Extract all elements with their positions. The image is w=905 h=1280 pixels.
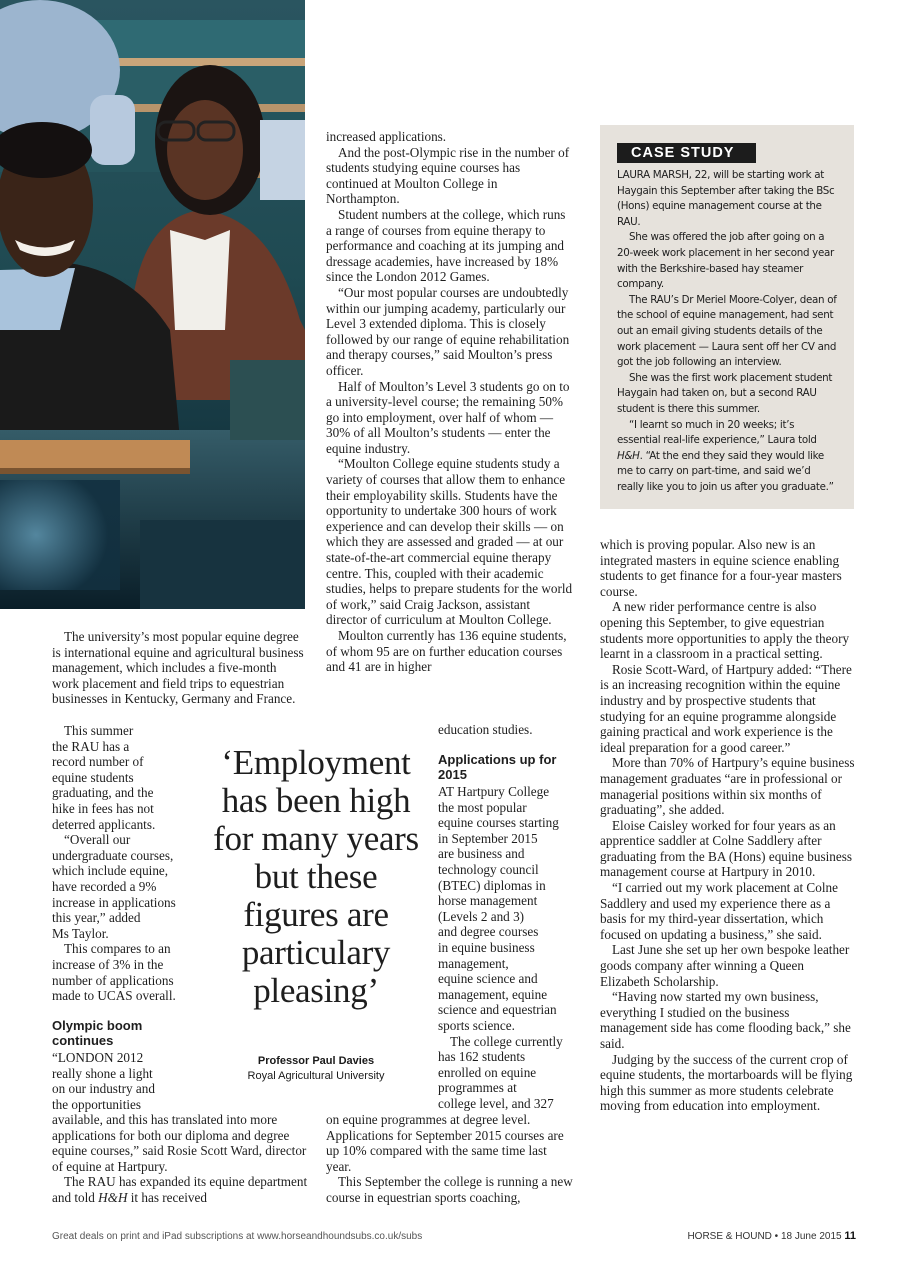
col2-paragraph-4: “Our most popular courses are undoubtedly within our jumping academy, particularly our Level 3 extended diploma. This is closely followed by our range of equine rehabilitation and therapy courses,” said Moulton’s press officer. — [326, 284, 570, 378]
footer-page-number: 11 — [844, 1230, 856, 1242]
case-paragraph-5: “I learnt so much in 20 weeks; it’s essential real-life experience,” Laura told H&H. “At the end they said they would like me to carry on part-time, and said we’d really like you to join us after you graduate.” — [617, 418, 834, 493]
column-1-top — [52, 629, 306, 707]
col3-paragraph-4: More than 70% of Hartpury’s equine business management graduates “are in professional or managerial positions within six months of graduating”, she added. — [600, 755, 855, 818]
col1-paragraph-3: “Overall our undergraduate courses, which include equine, have recorded a 9% increase in applications this year,” added Ms Taylor. — [52, 832, 176, 941]
heading-olympic-boom: Olympic boom continues — [52, 1018, 143, 1048]
footer-separator: • — [774, 1231, 781, 1242]
column-2-narrow — [438, 784, 583, 1111]
pull-quote-attribution-name: Professor Paul Davies — [257, 1055, 375, 1067]
students-illustration — [0, 0, 305, 609]
col3-paragraph-3: Rosie Scott-Ward, of Hartpury added: “There is an increasing recognition within the equine industry and by prospective students that studying for an equine programme alongside gaining practical and work experience is the ideal preparation for a good career.” — [600, 661, 852, 755]
students-photo — [0, 0, 305, 609]
col1-paragraph-6: The RAU has expanded its equine department and told H&H it has received — [52, 1174, 308, 1205]
col2-paragraph-2: And the post-Olympic rise in the number of students studying equine courses has continued at Moulton College in Northampton. — [326, 144, 570, 207]
case-study-box — [600, 125, 854, 509]
case-paragraph-1: LAURA MARSH, 22, will be starting work at Haygain this September after taking the BSc (Hons) equine management course at the RAU. — [617, 169, 835, 228]
footer-subscription-link[interactable]: Great deals on print and iPad subscriptions at www.horseandhoundsubs.co.uk/subs — [52, 1231, 423, 1242]
col2-paragraph-5: Half of Moulton’s Level 3 students go on to a university-level course; the remaining 50% go into employment, over half of whom — 30% of all Moulton’s students — enter the equine industry. — [326, 378, 570, 456]
col3-paragraph-1: which is proving popular. Also new is an integrated masters in equine science enabling students to get finance for a four-year masters course. — [600, 537, 842, 599]
col2-paragraph-7-end: education studies. — [438, 722, 533, 737]
col2-paragraph-1: increased applications. — [326, 129, 447, 144]
column-2-bottom — [326, 1112, 574, 1206]
case-paragraph-2: She was offered the job after going on a 20-week work placement in her second year with the Berkshire-based hay steamer company. — [617, 231, 834, 291]
col3-paragraph-2: A new rider performance centre is also opening this September, to give equestrian students more opportunities to apply the theory learnt in a classroom in a practical setting. — [600, 599, 850, 662]
case-paragraph-4: She was the first work placement student Haygain had taken on, but a second RAU student is there this summer. — [617, 371, 833, 415]
col2-paragraph-8: AT Hartpury College the most popular equine courses starting in September 2015 are business and technology council (BTEC) diplomas in horse management (Levels 2 and 3) and degree courses in equine business management, equine science and management, equine science and equestrian sports science. — [438, 784, 559, 1033]
col2-paragraph-9: The college currently has 162 students enrolled on equine programmes at college level, and 327 — [438, 1033, 563, 1111]
column-1-bottom — [52, 1112, 308, 1206]
column-2-top — [326, 129, 574, 675]
col3-paragraph-8: “Having now started my own business, everything I studied on the business management side has come flooding back,” she said. — [600, 989, 851, 1051]
col2-paragraph-10: This September the college is running a new course in equestrian sports coaching, — [326, 1174, 573, 1205]
footer-folio — [620, 1230, 856, 1242]
col2-paragraph-9-rest: on equine programmes at degree level. Applications for September 2015 courses are up 10% compared with the same time last year. — [326, 1112, 564, 1174]
col3-paragraph-9: Judging by the success of the current crop of equine students, the mortarboards will be flying high this summer as more students celebrate moving from education into employment. — [600, 1051, 853, 1114]
col3-paragraph-7: Last June she set up her own bespoke leather goods company after winning a Queen Elizabeth Scholarship. — [600, 942, 850, 989]
heading-applications-up: Applications up for 2015 — [438, 752, 557, 782]
col3-paragraph-6: “I carried out my work placement at Colne Saddlery and used my experience there as a basis for my third-year dissertation, which focused on updating a business,” she said. — [600, 880, 838, 942]
pull-quote: ‘Employment has been high for many years but these figures are particulary pleasing’ — [213, 743, 419, 1010]
col1-paragraph-1: The university’s most popular equine degree is international equine and agricultural business management, which includes a five-month work placement and field trips to equestrian businesses in Kentucky, Germany and France. — [52, 629, 304, 707]
pull-quote-attribution-org: Royal Agricultural University — [247, 1070, 385, 1082]
footer-date: 18 June 2015 — [780, 1231, 842, 1242]
col1-paragraph-4: This compares to an increase of 3% in the number of applications made to UCAS overall. — [52, 941, 176, 1004]
col1-paragraph-5-rest: available, and this has translated into more applications for both our diploma and degree equine courses,” said Rosie Scott Ward, director of equine at Hartpury. — [52, 1112, 307, 1174]
case-study-text — [617, 168, 840, 495]
col2-paragraph-7: Moulton currently has 136 equine students, of whom 95 are on further education courses and 41 are in higher — [326, 628, 567, 675]
col1-paragraph-5-lead: “LONDON 2012 really shone a light on our industry and the opportunities — [52, 1050, 155, 1112]
case-paragraph-3: The RAU’s Dr Meriel Moore-Colyer, dean of the school of equine management, had sent out an email giving students details of the work placement — Laura sent off her CV and got the job following an interview. — [617, 293, 837, 369]
case-study-label: CASE STUDY — [617, 143, 756, 163]
column-3 — [600, 537, 856, 1114]
col2-paragraph-3: Student numbers at the college, which runs a range of courses from equine therapy to performance and coaching at its jumping and dressage academies, have increased by 18% since the London 2012 Games. — [326, 206, 566, 285]
col3-paragraph-5: Eloise Caisley worked for four years as an apprentice saddler at Colne Saddlery after graduating from the BA (Hons) equine business management course at Hartpury in 2010. — [600, 817, 852, 880]
col1-paragraph-2: This summer the RAU has a record number of equine students graduating, and the hike in fees has not deterred applicants. — [52, 723, 156, 832]
footer-publication: HORSE & HOUND — [687, 1231, 772, 1242]
column-1-narrow — [52, 723, 202, 1004]
col2-paragraph-6: “Moulton College equine students study a variety of courses that allow them to enhance their employability skills. Students have the opportunity to undertake 300 hours of work experience and can develop their skills — on which they are assessed and graded — at our state-of-the-art commercial equine therapy centre. This, coupled with their academic studies, helps to prepare students for the world of work,” said Craig Jackson, assistant director of curriculum at Moulton College. — [326, 456, 573, 628]
